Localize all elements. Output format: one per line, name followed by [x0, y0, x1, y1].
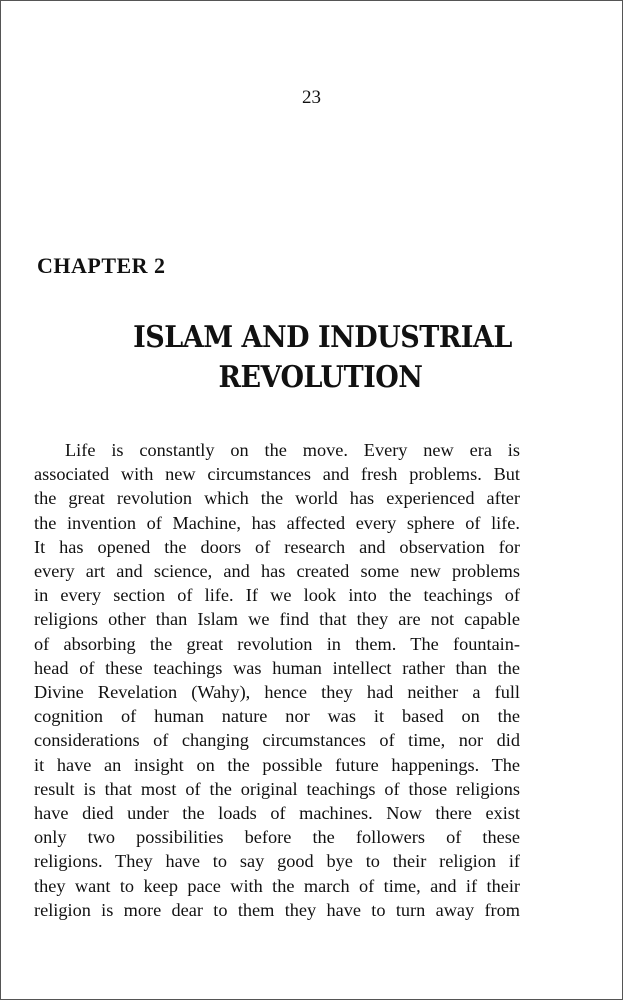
text-line: religions. They have to say good bye to their religion if [34, 851, 520, 872]
text-line: they want to keep pace with the march of time, and if their [34, 875, 520, 896]
text-line: it have an insight on the possible future happenings. The [34, 754, 520, 775]
text-line: considerations of changing circumstances of time, nor did [34, 730, 520, 751]
text-line: head of these teachings was human intellect rather than the [34, 657, 520, 678]
text-line: the great revolution which the world has experienced after [34, 488, 520, 509]
text-line: have died under the loads of machines. Now there exist [34, 803, 520, 824]
chapter-title-line: ISLAM AND INDUSTRIAL [133, 319, 512, 355]
text-line: Life is constantly on the move. Every new era is [65, 440, 520, 460]
chapter-title-line: REVOLUTION [218, 360, 423, 395]
text-line: It has opened the doors of research and observation for [34, 536, 520, 557]
text-line: of absorbing the great revolution in them. The fountain- [34, 633, 520, 654]
chapter-label: CHAPTER 2 [37, 253, 166, 278]
text-line: Divine Revelation (Wahy), hence they had neither a full [34, 682, 520, 703]
text-line: result is that most of the original teachings of those religions [34, 778, 520, 799]
text-line: the invention of Machine, has affected every sphere of life. [34, 512, 520, 533]
text-line: in every section of life. If we look into the teachings of [34, 585, 520, 606]
page-number: 23 [302, 87, 321, 108]
text-line: only two possibilities before the followers of these [34, 827, 520, 848]
chapter-title [0, 318, 623, 399]
text-line: every art and science, and has created some new problems [34, 561, 520, 582]
text-line: associated with new circumstances and fresh problems. But [34, 464, 520, 485]
text-line: cognition of human nature nor was it based on the [34, 706, 520, 727]
text-line: religions other than Islam we find that they are not capable [34, 609, 520, 630]
text-line: religion is more dear to them they have to turn away from [34, 899, 520, 920]
body-paragraph [34, 438, 520, 922]
